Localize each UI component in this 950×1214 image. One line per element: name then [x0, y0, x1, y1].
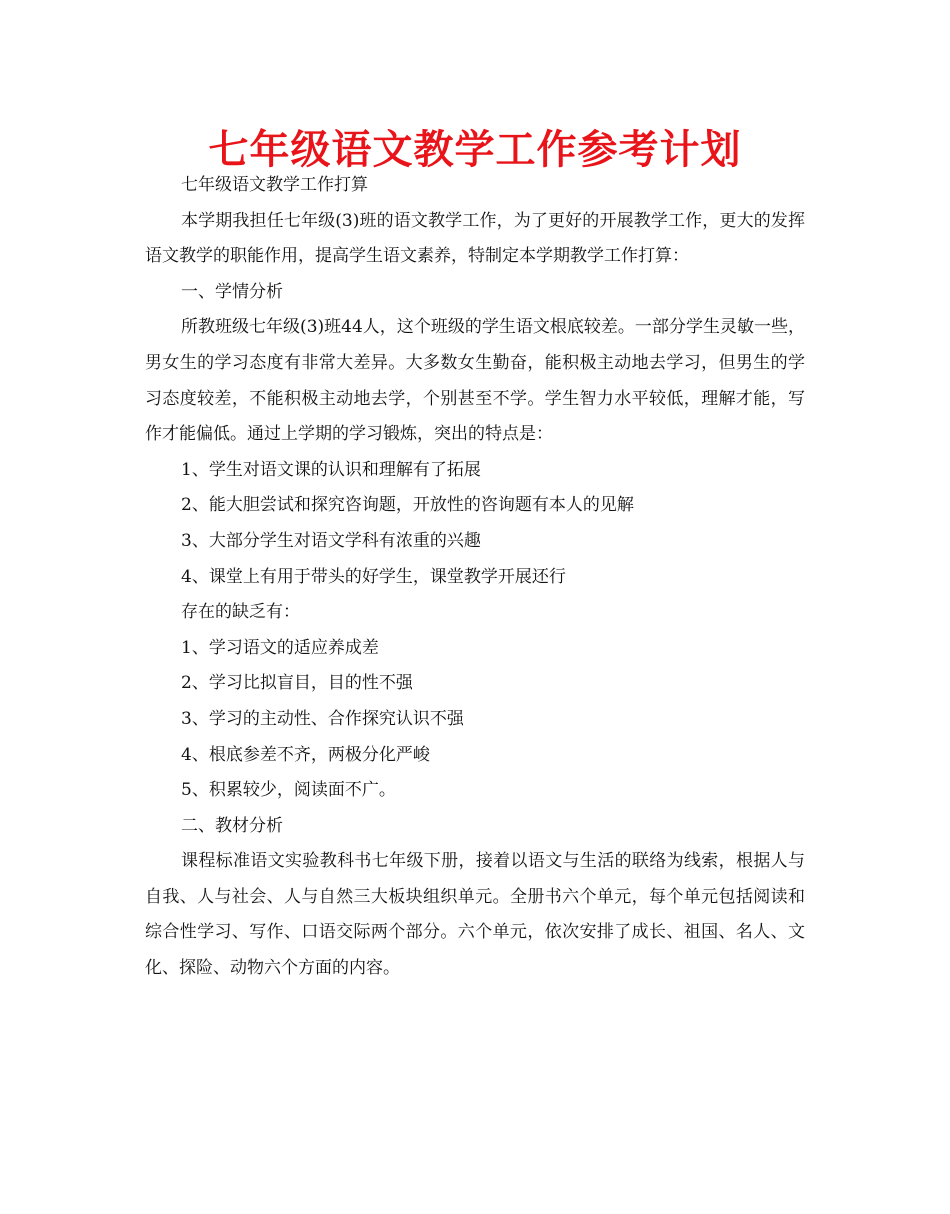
- weakness-item-1: 1、学习语文的适应养成差: [181, 637, 379, 658]
- textbook-analysis-paragraph: 课程标准语文实验教科书七年级下册，接着以语文与生活的联络为线索，根据人与自我、人与社会、人与自然三大板块组织单元。全册书六个单元，每个单元包括阅读和综合性学习、写作、口语交际两个部分。六个单元，依次安排了成长、祖国、名人、文化、探险、动物六个方面的内容。: [145, 851, 805, 979]
- weakness-item-5: 5、积累较少，阅读面不广。: [181, 780, 396, 801]
- section-heading-student-analysis: 一、学情分析: [181, 281, 283, 302]
- subtitle-paragraph: 七年级语文教学工作打算: [181, 175, 368, 195]
- document-body: [145, 168, 805, 987]
- weakness-item-4: 4、根底参差不齐，两极分化严峻: [181, 744, 430, 765]
- strength-item-4: 4、课堂上有用于带头的好学生，课堂教学开展还行: [181, 566, 566, 587]
- document-title: 七年级语文教学工作参考计划: [208, 126, 742, 173]
- strength-item-3: 3、大部分学生对语文学科有浓重的兴趣: [181, 530, 481, 551]
- section-heading-textbook-analysis: 二、教材分析: [181, 815, 283, 836]
- student-analysis-paragraph: 所教班级七年级(3)班44人，这个班级的学生语文根底较差。一部分学生灵敏一些，男女生的学习态度有非常大差异。大多数女生勤奋，能积极主动地去学习，但男生的学习态度较差，不能积极主动地去学，个别甚至不学。学生智力水平较低，理解才能，写作才能偏低。通过上学期的学习锻炼，突出的特点是：: [145, 317, 805, 445]
- weakness-item-3: 3、学习的主动性、合作探究认识不强: [181, 708, 464, 729]
- intro-paragraph: 本学期我担任七年级(3)班的语文教学工作，为了更好的开展教学工作，更大的发挥语文教学的职能作用，提高学生语文素养，特制定本学期教学工作打算：: [145, 210, 805, 267]
- weakness-item-2: 2、学习比拟盲目，目的性不强: [181, 673, 413, 694]
- strength-item-2: 2、能大胆尝试和探究咨询题，开放性的咨询题有本人的见解: [181, 495, 634, 516]
- weakness-heading: 存在的缺乏有：: [181, 602, 300, 623]
- strength-item-1: 1、学生对语文课的认识和理解有了拓展: [181, 459, 481, 480]
